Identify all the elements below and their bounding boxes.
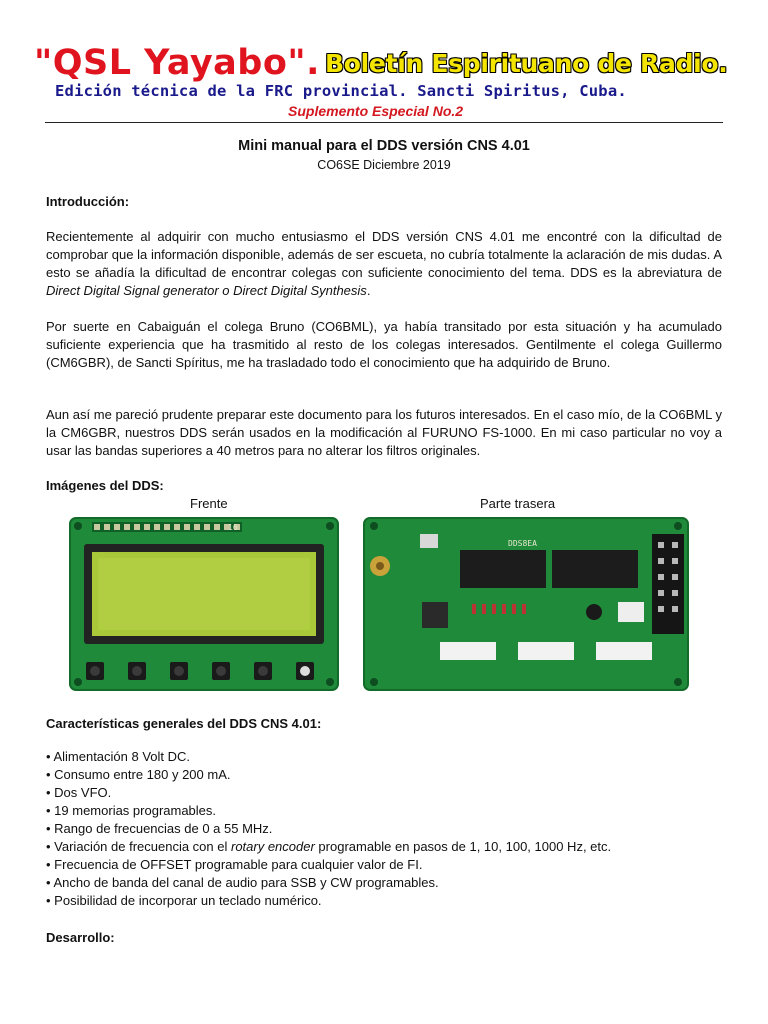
- desarrollo-heading: Desarrollo:: [46, 930, 115, 945]
- list-item: • Alimentación 8 Volt DC.: [46, 749, 191, 764]
- list-item: • Ancho de banda del canal de audio para SSB y CW programables.: [46, 875, 439, 890]
- header-qsl: "QSL Yayabo".: [34, 43, 320, 83]
- list-item: • Variación de frecuencia con el rotary encoder programable en pasos de 1, 10, 100, 1000 Hz, etc.: [46, 839, 612, 854]
- intro-heading: Introducción:: [46, 194, 130, 209]
- front-silk-label: 16: [228, 523, 238, 532]
- list-item: • Frecuencia de OFFSET programable para cualquier valor de FI.: [46, 857, 423, 872]
- rotary-encoder-text: rotary encoder: [230, 839, 315, 854]
- list-item: • 19 memorias programables.: [46, 803, 217, 818]
- list-item: • Rango de frecuencias de 0 a 55 MHz.: [46, 821, 273, 836]
- list-item: • Dos VFO.: [46, 785, 112, 800]
- list-item: • Consumo entre 180 y 200 mA.: [46, 767, 231, 782]
- features-heading: Características generales del DDS CNS 4.01:: [46, 716, 322, 731]
- header-boletin: Boletín Espirituano de Radio.: [325, 49, 728, 78]
- dds-front-image: [68, 514, 340, 694]
- intro-paragraph-2: Por suerte en Cabaiguán el colega Bruno (CO6BML), ya había transitado por esta situación y ha acumulado suficiente experiencia que ha trasmitido al resto de los colegas interesados. Gentilmente el colega Guillermo (CM6GBR), de Sancti Spíritus, me ha trasladado todo el conocimiento que ha adquirido de Bruno.: [46, 319, 722, 370]
- back-caption: Parte trasera: [480, 496, 556, 511]
- back-silk-label: DDS8EA: [508, 539, 537, 548]
- dds-back-image: [362, 514, 690, 694]
- doc-subtitle: CO6SE Diciembre 2019: [317, 158, 451, 172]
- front-caption: Frente: [190, 496, 228, 511]
- images-heading: Imágenes del DDS:: [46, 478, 164, 493]
- list-item: • Posibilidad de incorporar un teclado numérico.: [46, 893, 322, 908]
- doc-title: Mini manual para el DDS versión CNS 4.01: [238, 138, 530, 154]
- header-edicion: Edición técnica de la FRC provincial. Sancti Spiritus, Cuba.: [55, 82, 627, 100]
- intro-p1-text: Recientemente al adquirir con mucho entusiasmo el DDS versión CNS 4.01 me encontré con la dificultad de comprobar que la información disponible, además de ser escueta, no cubría totalmente la aclaración de mis dudas. A esto se añadía la dificultad de encontrar colegas con suficiente conocimiento del tema. DDS es la abreviatura de: [46, 229, 722, 280]
- intro-p1-italic: Direct Digital Signal generator o Direct Digital Synthesis: [46, 283, 367, 298]
- header-rule: [45, 122, 723, 123]
- header-suplemento: Suplemento Especial No.2: [288, 103, 464, 119]
- intro-p1-end: .: [366, 283, 371, 298]
- intro-paragraph-3: Aun así me pareció prudente preparar este documento para los futuros interesados. En el caso mío, de la CO6BML y la CM6GBR, nuestros DDS serán usados en la modificación al FURUNO FS-1000. En mi caso particular no voy a usar las bandas superiores a 40 metros para no alterar los filtros originales.: [46, 407, 722, 458]
- intro-paragraph-1: [46, 228, 722, 300]
- features-list: [46, 748, 611, 910]
